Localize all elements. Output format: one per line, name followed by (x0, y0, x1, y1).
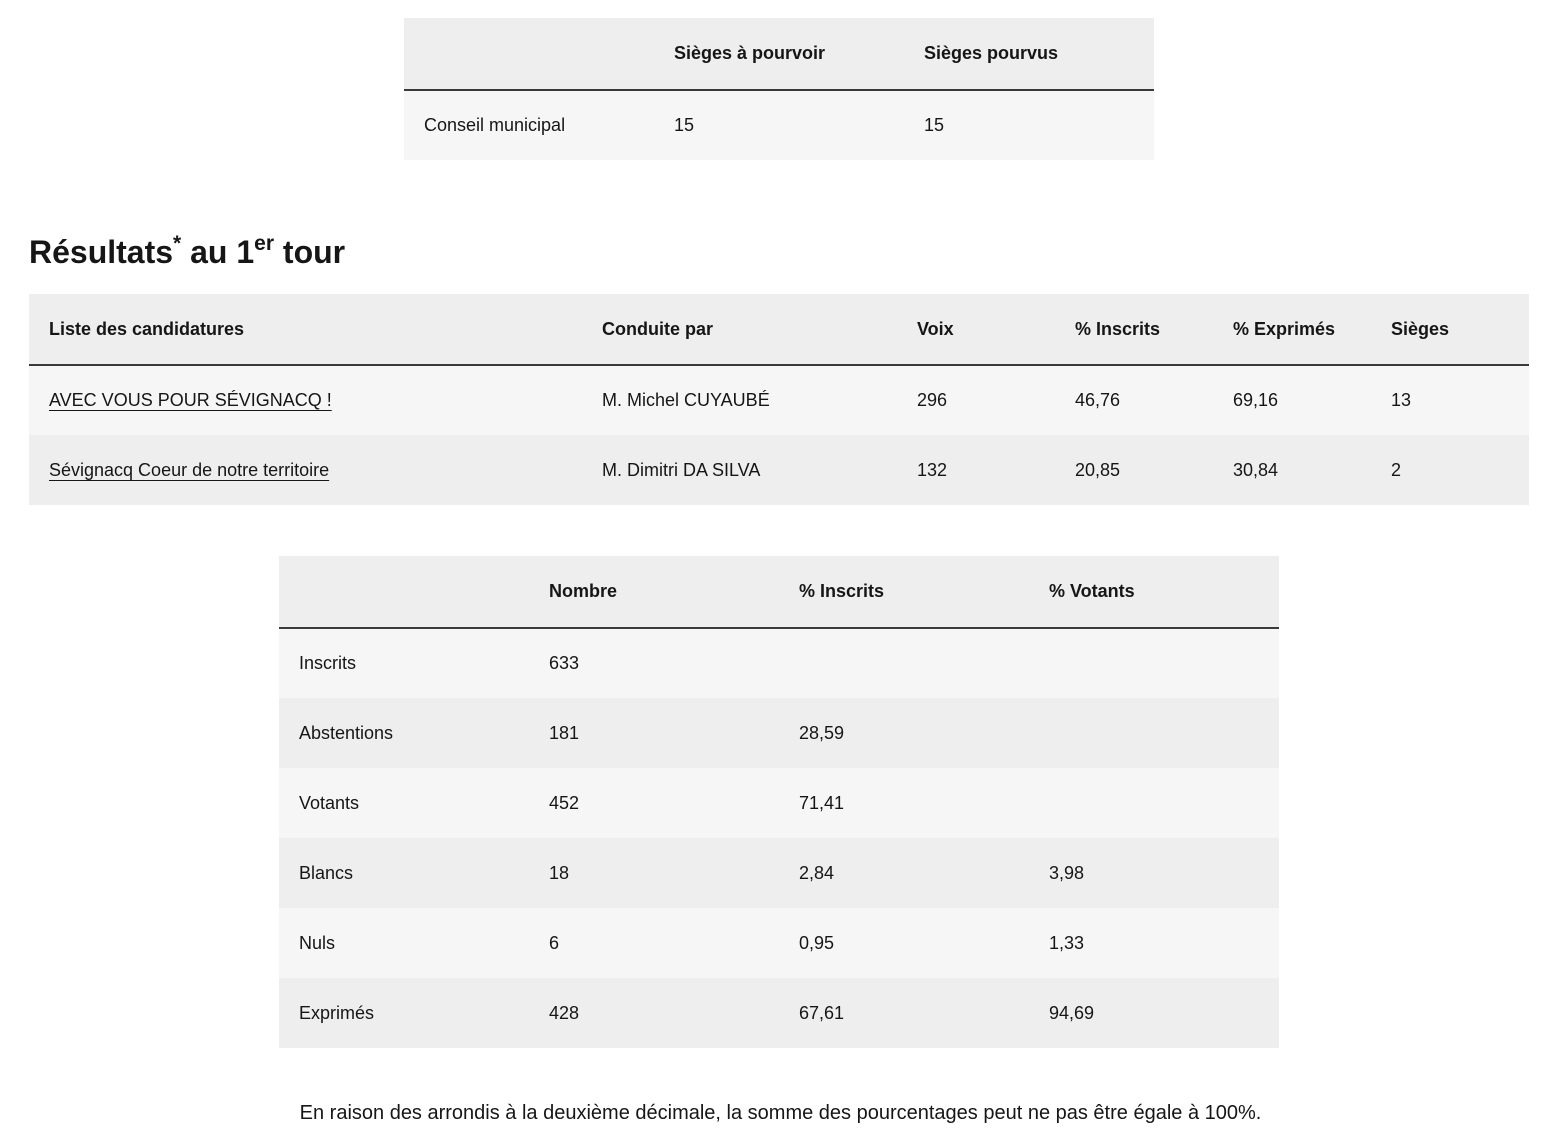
heading-ordinal: er (254, 232, 275, 255)
list-pct-registered: 20,85 (1075, 459, 1121, 480)
turnout-pct-voters: 94,69 (1049, 1002, 1095, 1023)
turnout-count: 633 (549, 653, 580, 673)
heading-asterisk: * (173, 232, 182, 255)
heading-middle: au 1 (181, 234, 255, 270)
list-pct-expressed: 69,16 (1233, 390, 1279, 410)
lists-header-pct-expressed: % Exprimés (1213, 294, 1371, 365)
lists-header-votes: Voix (897, 294, 1055, 365)
turnout-count: 181 (549, 722, 580, 743)
turnout-pct-registered (779, 628, 1029, 698)
list-pct-expressed: 30,84 (1233, 459, 1279, 480)
list-leader: M. Dimitri DA SILVA (602, 459, 761, 480)
turnout-label: Blancs (299, 862, 354, 883)
seats-row-to-fill: 15 (674, 115, 695, 135)
turnout-header-pct-voters: % Votants (1029, 556, 1279, 628)
lists-header-pct-registered: % Inscrits (1055, 294, 1213, 365)
turnout-pct-voters: 3,98 (1049, 862, 1085, 883)
results-heading (29, 226, 345, 278)
turnout-header-pct-registered: % Inscrits (779, 556, 1029, 628)
lists-table-header-row (29, 294, 1529, 365)
turnout-count: 6 (549, 932, 560, 953)
turnout-label: Nuls (299, 932, 336, 953)
turnout-table (279, 556, 1279, 1048)
list-seats: 13 (1391, 390, 1412, 410)
lists-header-list: Liste des candidatures (29, 294, 582, 365)
seats-header-filled: Sièges pourvus (904, 18, 1154, 90)
list-votes: 132 (917, 459, 948, 480)
turnout-pct-registered: 0,95 (799, 932, 835, 953)
turnout-header-count: Nombre (529, 556, 779, 628)
table-row (29, 435, 1529, 505)
list-name-cell (29, 365, 582, 435)
turnout-pct-voters (1029, 698, 1279, 768)
rounding-footnote: En raison des arrondis à la deuxième décimale, la somme des pourcentages peut ne pas être égale à 100%. (299, 1102, 1262, 1124)
lists-header-seats: Sièges (1371, 294, 1529, 365)
turnout-label: Exprimés (299, 1002, 375, 1023)
table-row (279, 698, 1279, 768)
turnout-label: Abstentions (299, 722, 394, 743)
turnout-header-empty (279, 556, 529, 628)
seats-header-to-fill: Sièges à pourvoir (654, 18, 904, 90)
table-row (279, 628, 1279, 698)
table-row (279, 908, 1279, 978)
turnout-pct-voters (1029, 768, 1279, 838)
list-link[interactable]: AVEC VOUS POUR SÉVIGNACQ ! (49, 390, 332, 410)
lists-table (29, 294, 1529, 505)
seats-header-empty (404, 18, 654, 90)
list-pct-registered: 46,76 (1075, 390, 1121, 410)
turnout-pct-voters: 1,33 (1049, 932, 1085, 953)
turnout-table-header-row (279, 556, 1279, 628)
table-row (279, 768, 1279, 838)
turnout-count: 428 (549, 1002, 580, 1023)
seats-row-label: Conseil municipal (424, 115, 566, 135)
list-leader: M. Michel CUYAUBÉ (602, 390, 770, 410)
list-link[interactable]: Sévignacq Coeur de notre territoire (49, 459, 330, 480)
heading-suffix: tour (274, 234, 346, 270)
list-seats: 2 (1391, 459, 1402, 480)
turnout-label: Votants (299, 792, 360, 813)
table-row (279, 978, 1279, 1048)
turnout-label: Inscrits (299, 653, 357, 673)
table-row (279, 838, 1279, 908)
seats-table (404, 18, 1154, 160)
list-name-cell (29, 435, 582, 505)
turnout-pct-registered: 28,59 (799, 722, 845, 743)
turnout-count: 452 (549, 792, 580, 813)
turnout-pct-registered: 2,84 (799, 862, 835, 883)
seats-table-header-row (404, 18, 1154, 90)
turnout-pct-registered: 67,61 (799, 1002, 845, 1023)
heading-prefix: Résultats (29, 234, 174, 270)
turnout-pct-voters (1029, 628, 1279, 698)
turnout-pct-registered: 71,41 (799, 792, 845, 813)
seats-row-filled: 15 (924, 115, 945, 135)
table-row (29, 365, 1529, 435)
list-votes: 296 (917, 390, 948, 410)
turnout-count: 18 (549, 862, 570, 883)
table-row (404, 90, 1154, 160)
lists-header-leader: Conduite par (582, 294, 897, 365)
